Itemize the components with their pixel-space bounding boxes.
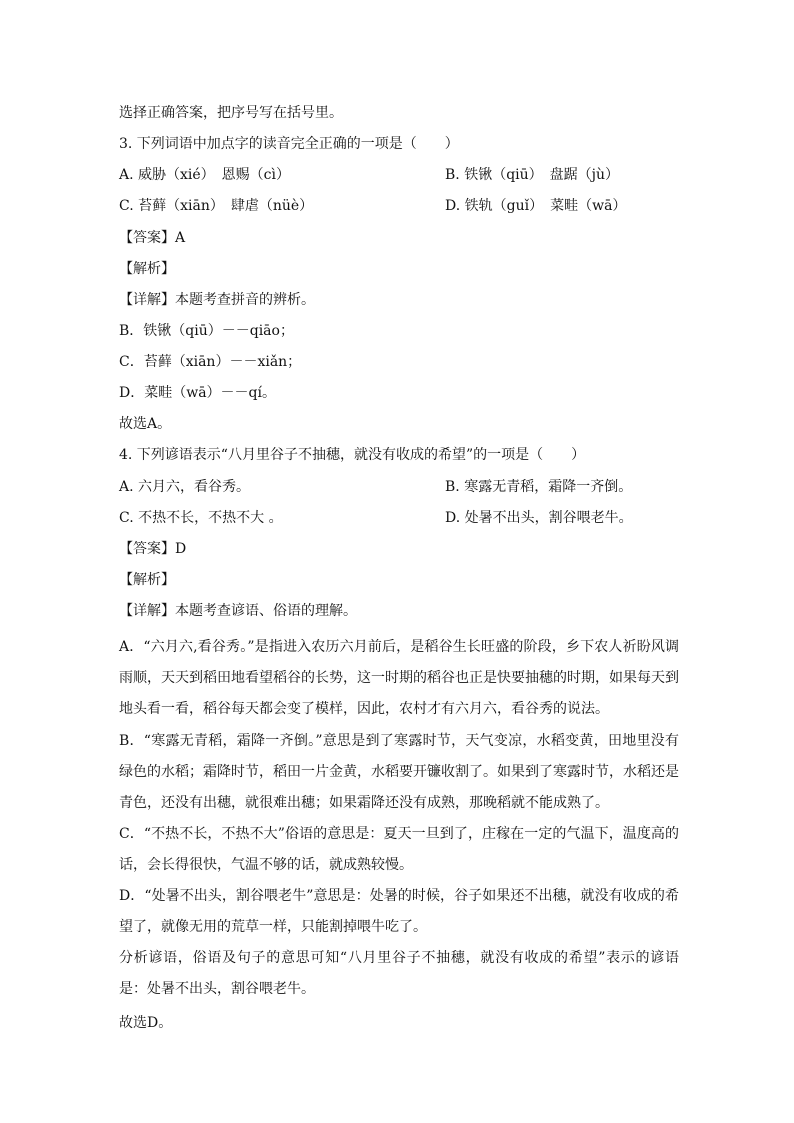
q4-detail: 【详解】本题考查谚语、俗语的理解。 — [119, 603, 357, 619]
q4-analysis-paragraph-d: D．“处暑不出头，割谷喂老牛”意思是：处暑的时候，谷子如果还不出穗，就没有收成的希望了，就像无用的荒草一样，只能割掉喂牛吃了。 — [119, 888, 679, 935]
q3-option-b: B. 铁锹（qiū） 盘踞（jù） — [445, 167, 620, 183]
q3-analysis-line-b: B．铁锹（qiū）－－qiāo； — [119, 323, 294, 339]
q4-analysis-paragraph-a: A．“六月六,看谷秀。”是指进入农历六月前后，是稻谷生长旺盛的阶段，乡下农人祈盼风调雨顺，天天到稻田地看望稻谷的长势，这一时期的稻谷也正是快要抽穗的时期，如果每天到地头看一看，稻谷每天都会变了模样，因此，农村才有六月六，看谷秀的说法。 — [119, 639, 679, 717]
q4-analysis-paragraph-b: B．“寒露无青稻，霜降一齐倒。”意思是到了寒露时节，天气变凉，水稻变黄，田地里没有绿色的水稻；霜降时节，稻田一片金黄，水稻要开镰收割了。如果到了寒露时节，水稻还是青色，还没有出穗，就很难出穗；如果霜降还没有成熟，那晚稻就不能成熟了。 — [119, 733, 679, 811]
q4-option-b: B. 寒露无青稻，霜降一齐倒。 — [445, 479, 633, 495]
q4-analysis-paragraph-c: C．“不热不长，不热不大”俗语的意思是：夏天一旦到了，庄稼在一定的气温下，温度高的话，会长得很快，气温不够的话，就成熟较慢。 — [119, 826, 679, 873]
question-4-stem: 4. 下列谚语表示“八月里谷子不抽穗，就没有收成的希望”的一项是（ ） — [119, 447, 586, 463]
q4-summary: 分析谚语，俗语及句子的意思可知“八月里谷子不抽穗，就没有收成的希望”表示的谚语是：处暑不出头，割谷喂老牛。 — [119, 950, 679, 997]
q3-analysis-line-c: C．苔藓（xiān）－－xiǎn； — [119, 354, 302, 370]
q3-option-d: D. 铁轨（guǐ） 菜畦（wā） — [445, 198, 627, 214]
q3-option-a: A. 威胁（xié） 恩赐（cì） — [119, 167, 290, 183]
q4-answer: 【答案】D — [119, 541, 187, 557]
q4-option-c: C. 不热不长，不热不大 。 — [119, 510, 283, 526]
q4-analysis-title: 【解析】 — [119, 572, 175, 588]
q3-analysis-title: 【解析】 — [119, 261, 175, 277]
q3-detail: 【详解】本题考查拼音的辨析。 — [119, 292, 315, 308]
instruction-text: 选择正确答案，把序号写在括号里。 — [119, 105, 343, 121]
q3-analysis-line-d: D．菜畦（wā）－－qí。 — [119, 385, 276, 401]
q4-conclusion: 故选D。 — [119, 1015, 173, 1031]
q3-answer: 【答案】A — [119, 230, 186, 246]
q3-option-c: C. 苔藓（xiān） 肆虐（nüè） — [119, 198, 314, 214]
q3-conclusion: 故选A。 — [119, 416, 172, 432]
question-3-stem: 3. 下列词语中加点字的读音完全正确的一项是（ ） — [119, 136, 459, 152]
q4-option-d: D. 处暑不出头，割谷喂老牛。 — [445, 510, 633, 526]
q4-option-a: A. 六月六，看谷秀。 — [119, 479, 251, 495]
